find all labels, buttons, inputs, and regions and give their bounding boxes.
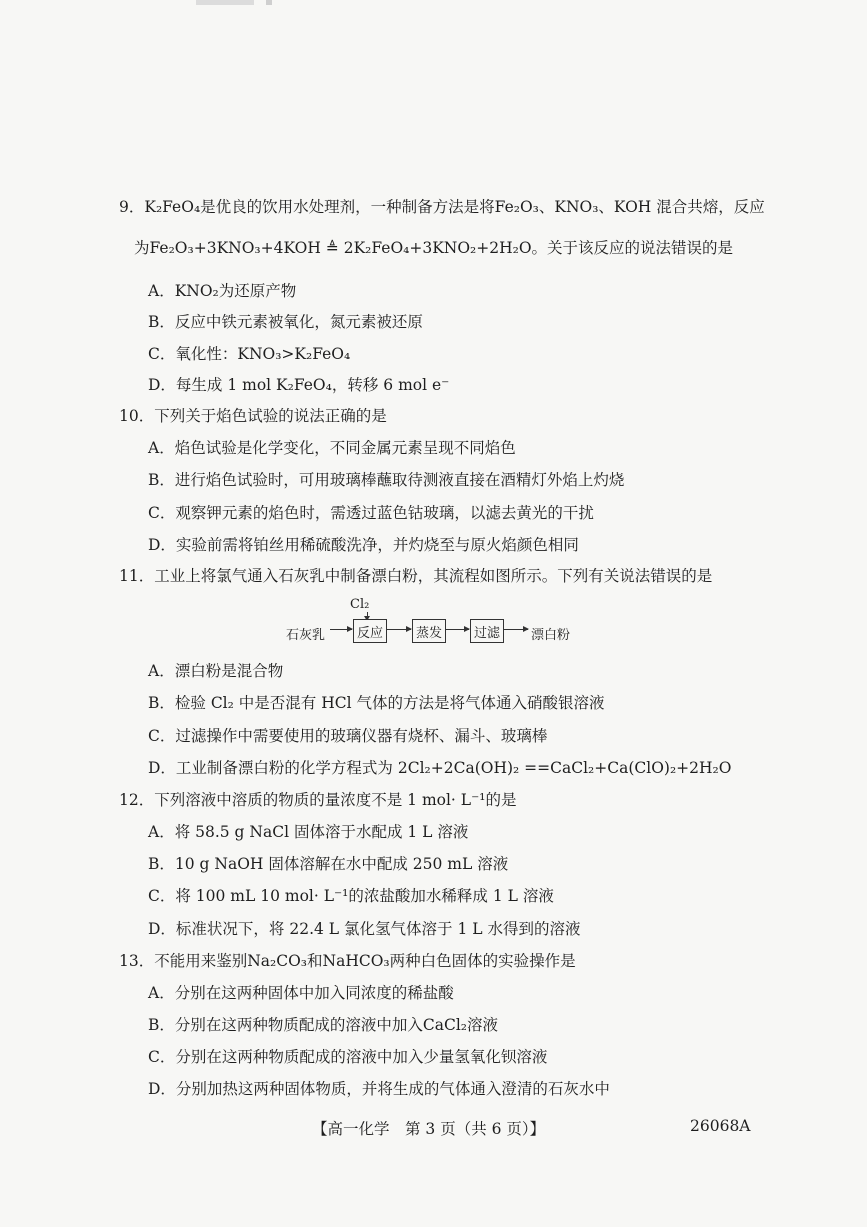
q13-option-c: C．分别在这两种物质配成的溶液中加入少量氢氧化钡溶液 [148, 1048, 548, 1066]
question-11-stem: 11．工业上将氯气通入石灰乳中制备漂白粉，其流程如图所示。下列有关说法错误的是 [119, 567, 713, 585]
q11-option-d: D．工业制备漂白粉的化学方程式为 2Cl₂+2Ca(OH)₂ ==CaCl₂+Ca(ClO)₂+2H₂O [148, 759, 732, 777]
flow-arrow [446, 629, 469, 630]
question-13-stem: 13．不能用来鉴别Na₂CO₃和NaHCO₃两种白色固体的实验操作是 [119, 952, 576, 970]
q11-option-a: A．漂白粉是混合物 [148, 662, 284, 680]
q12-option-d: D．标准状况下，将 22.4 L 氯化氢气体溶于 1 L 水得到的溶液 [148, 920, 581, 938]
flow-input-cl2: Cl₂ [350, 597, 370, 612]
q10-option-a: A．焰色试验是化学变化，不同金属元素呈现不同焰色 [148, 439, 516, 457]
q10-option-d: D．实验前需将铂丝用稀硫酸洗净，并灼烧至与原火焰颜色相同 [148, 536, 579, 554]
q13-option-d: D．分别加热这两种固体物质，并将生成的气体通入澄清的石灰水中 [148, 1080, 610, 1098]
q11-option-b: B．检验 Cl₂ 中是否混有 HCl 气体的方法是将气体通入硝酸银溶液 [148, 694, 605, 712]
question-10-stem: 10．下列关于焰色试验的说法正确的是 [119, 407, 387, 425]
scan-artifact [266, 0, 272, 5]
flow-arrow [504, 629, 528, 630]
question-9-equation: 为Fe₂O₃+3KNO₃+4KOH ≜ 2K₂FeO₄+3KNO₂+2H₂O。关于该反应的说法错误的是 [134, 239, 734, 257]
q12-option-b: B．10 g NaOH 固体溶解在水中配成 250 mL 溶液 [148, 855, 509, 873]
flow-arrow [387, 629, 411, 630]
q12-option-c: C．将 100 mL 10 mol· L⁻¹的浓盐酸加水稀释成 1 L 溶液 [148, 887, 554, 905]
question-9-stem: 9．K₂FeO₄是优良的饮用水处理剂，一种制备方法是将Fe₂O₃、KNO₃、KOH 混合共熔，反应 [119, 198, 765, 216]
process-flow-diagram [286, 597, 596, 649]
q10-option-b: B．进行焰色试验时，可用玻璃棒蘸取待测液直接在酒精灯外焰上灼烧 [148, 471, 625, 489]
paper-code: 26068A [690, 1117, 751, 1135]
q9-option-c: C．氧化性：KNO₃>K₂FeO₄ [148, 345, 351, 363]
scan-artifact [196, 0, 254, 5]
q12-option-a: A．将 58.5 g NaCl 固体溶于水配成 1 L 溶液 [148, 823, 469, 841]
q9-option-a: A．KNO₂为还原产物 [148, 282, 297, 300]
flow-down-arrow [367, 612, 368, 619]
flow-step-evaporation: 蒸发 [412, 619, 446, 643]
flow-arrow [330, 629, 352, 630]
question-12-stem: 12．下列溶液中溶质的物质的量浓度不是 1 mol· L⁻¹的是 [119, 791, 517, 809]
q9-option-b: B．反应中铁元素被氧化，氮元素被还原 [148, 313, 423, 331]
q13-option-b: B．分别在这两种物质配成的溶液中加入CaCl₂溶液 [148, 1016, 499, 1034]
page-footer: 【高一化学 第 3 页（共 6 页）】 [312, 1120, 546, 1138]
flow-step-reaction: 反应 [353, 619, 387, 643]
flow-end-label: 漂白粉 [531, 628, 571, 643]
flow-start-label: 石灰乳 [286, 628, 326, 643]
q10-option-c: C．观察钾元素的焰色时，需透过蓝色钴玻璃，以滤去黄光的干扰 [148, 504, 594, 522]
q9-option-d: D．每生成 1 mol K₂FeO₄，转移 6 mol e⁻ [148, 376, 450, 394]
q11-option-c: C．过滤操作中需要使用的玻璃仪器有烧杯、漏斗、玻璃棒 [148, 727, 548, 745]
q13-option-a: A．分别在这两种固体中加入同浓度的稀盐酸 [148, 984, 454, 1002]
flow-step-filtration: 过滤 [470, 619, 504, 643]
